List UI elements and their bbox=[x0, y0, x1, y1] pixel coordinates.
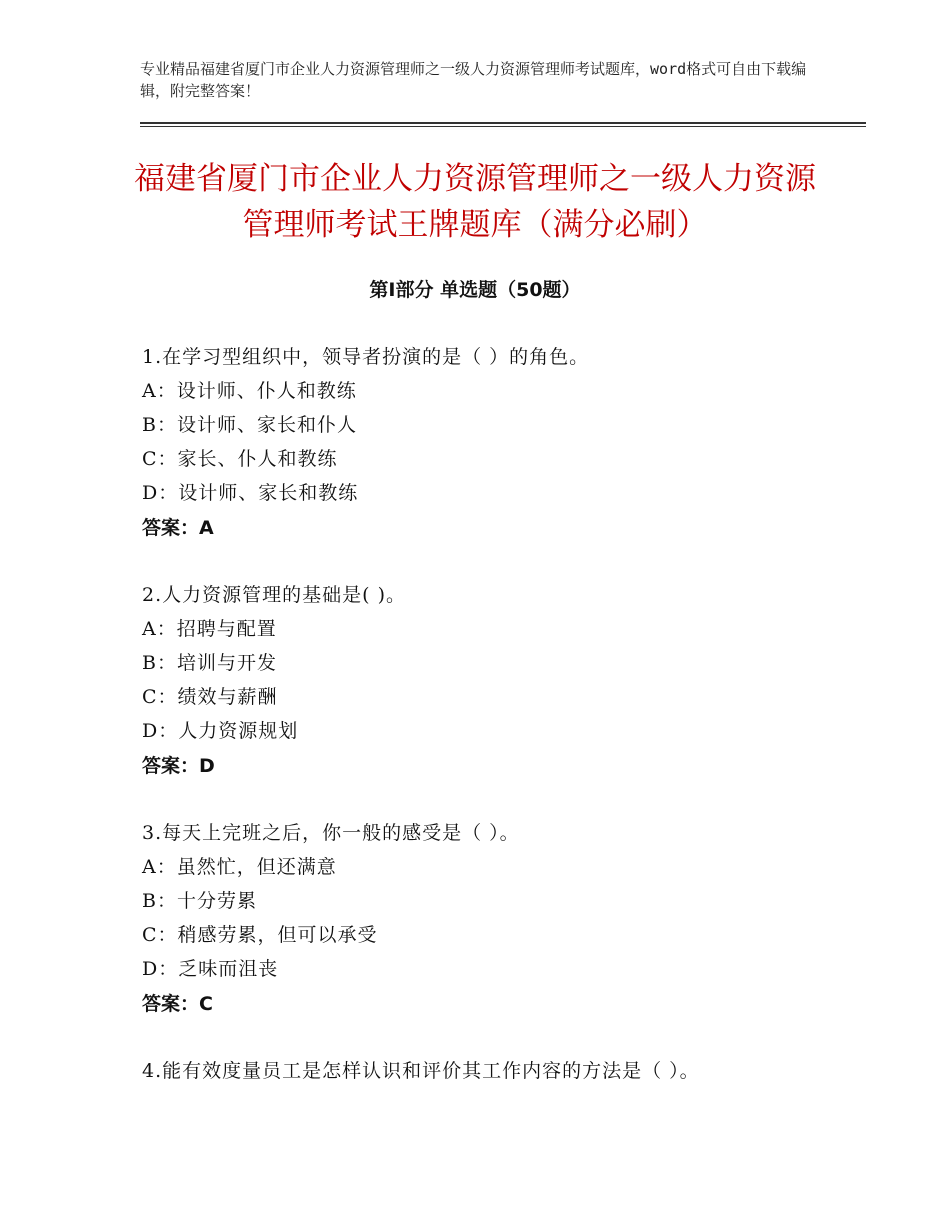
header-rule-thick bbox=[140, 122, 866, 124]
question-list bbox=[142, 340, 862, 1120]
option-c: C：绩效与薪酬 bbox=[142, 686, 278, 708]
header-note: 专业精品福建省厦门市企业人力资源管理师之一级人力资源管理师考试题库，word格式可自由下载编辑，附完整答案！ bbox=[140, 60, 807, 100]
question-1 bbox=[142, 340, 862, 546]
option-a: A：设计师、仆人和教练 bbox=[142, 380, 357, 402]
answer-label: 答案：D bbox=[142, 755, 215, 777]
option-a: A：虽然忙，但还满意 bbox=[142, 856, 337, 878]
section-heading: 第Ⅰ部分 单选题（50题） bbox=[369, 279, 581, 301]
question-2 bbox=[142, 578, 862, 784]
option-d: D：人力资源规划 bbox=[142, 720, 299, 742]
question-stem: 1.在学习型组织中，领导者扮演的是（ ）的角色。 bbox=[142, 346, 590, 368]
option-b: B：十分劳累 bbox=[142, 890, 257, 912]
question-4 bbox=[142, 1054, 862, 1088]
question-stem: 2.人力资源管理的基础是( )。 bbox=[142, 584, 406, 606]
option-b: B：设计师、家长和仆人 bbox=[142, 414, 357, 436]
question-stem: 3.每天上完班之后，你一般的感受是（ ）。 bbox=[142, 822, 520, 844]
option-b: B：培训与开发 bbox=[142, 652, 277, 674]
document-title: 福建省厦门市企业人力资源管理师之一级人力资源管理师考试王牌题库（满分必刷） bbox=[134, 161, 816, 243]
option-a: A：招聘与配置 bbox=[142, 618, 277, 640]
header-rule-thin bbox=[140, 126, 866, 127]
question-stem: 4.能有效度量员工是怎样认识和评价其工作内容的方法是（ ）。 bbox=[142, 1060, 700, 1082]
option-c: C：稍感劳累，但可以承受 bbox=[142, 924, 378, 946]
option-c: C：家长、仆人和教练 bbox=[142, 448, 338, 470]
option-d: D：乏味而沮丧 bbox=[142, 958, 279, 980]
answer-label: 答案：A bbox=[142, 517, 214, 539]
question-3 bbox=[142, 816, 862, 1022]
answer-label: 答案：C bbox=[142, 993, 213, 1015]
option-d: D：设计师、家长和教练 bbox=[142, 482, 359, 504]
